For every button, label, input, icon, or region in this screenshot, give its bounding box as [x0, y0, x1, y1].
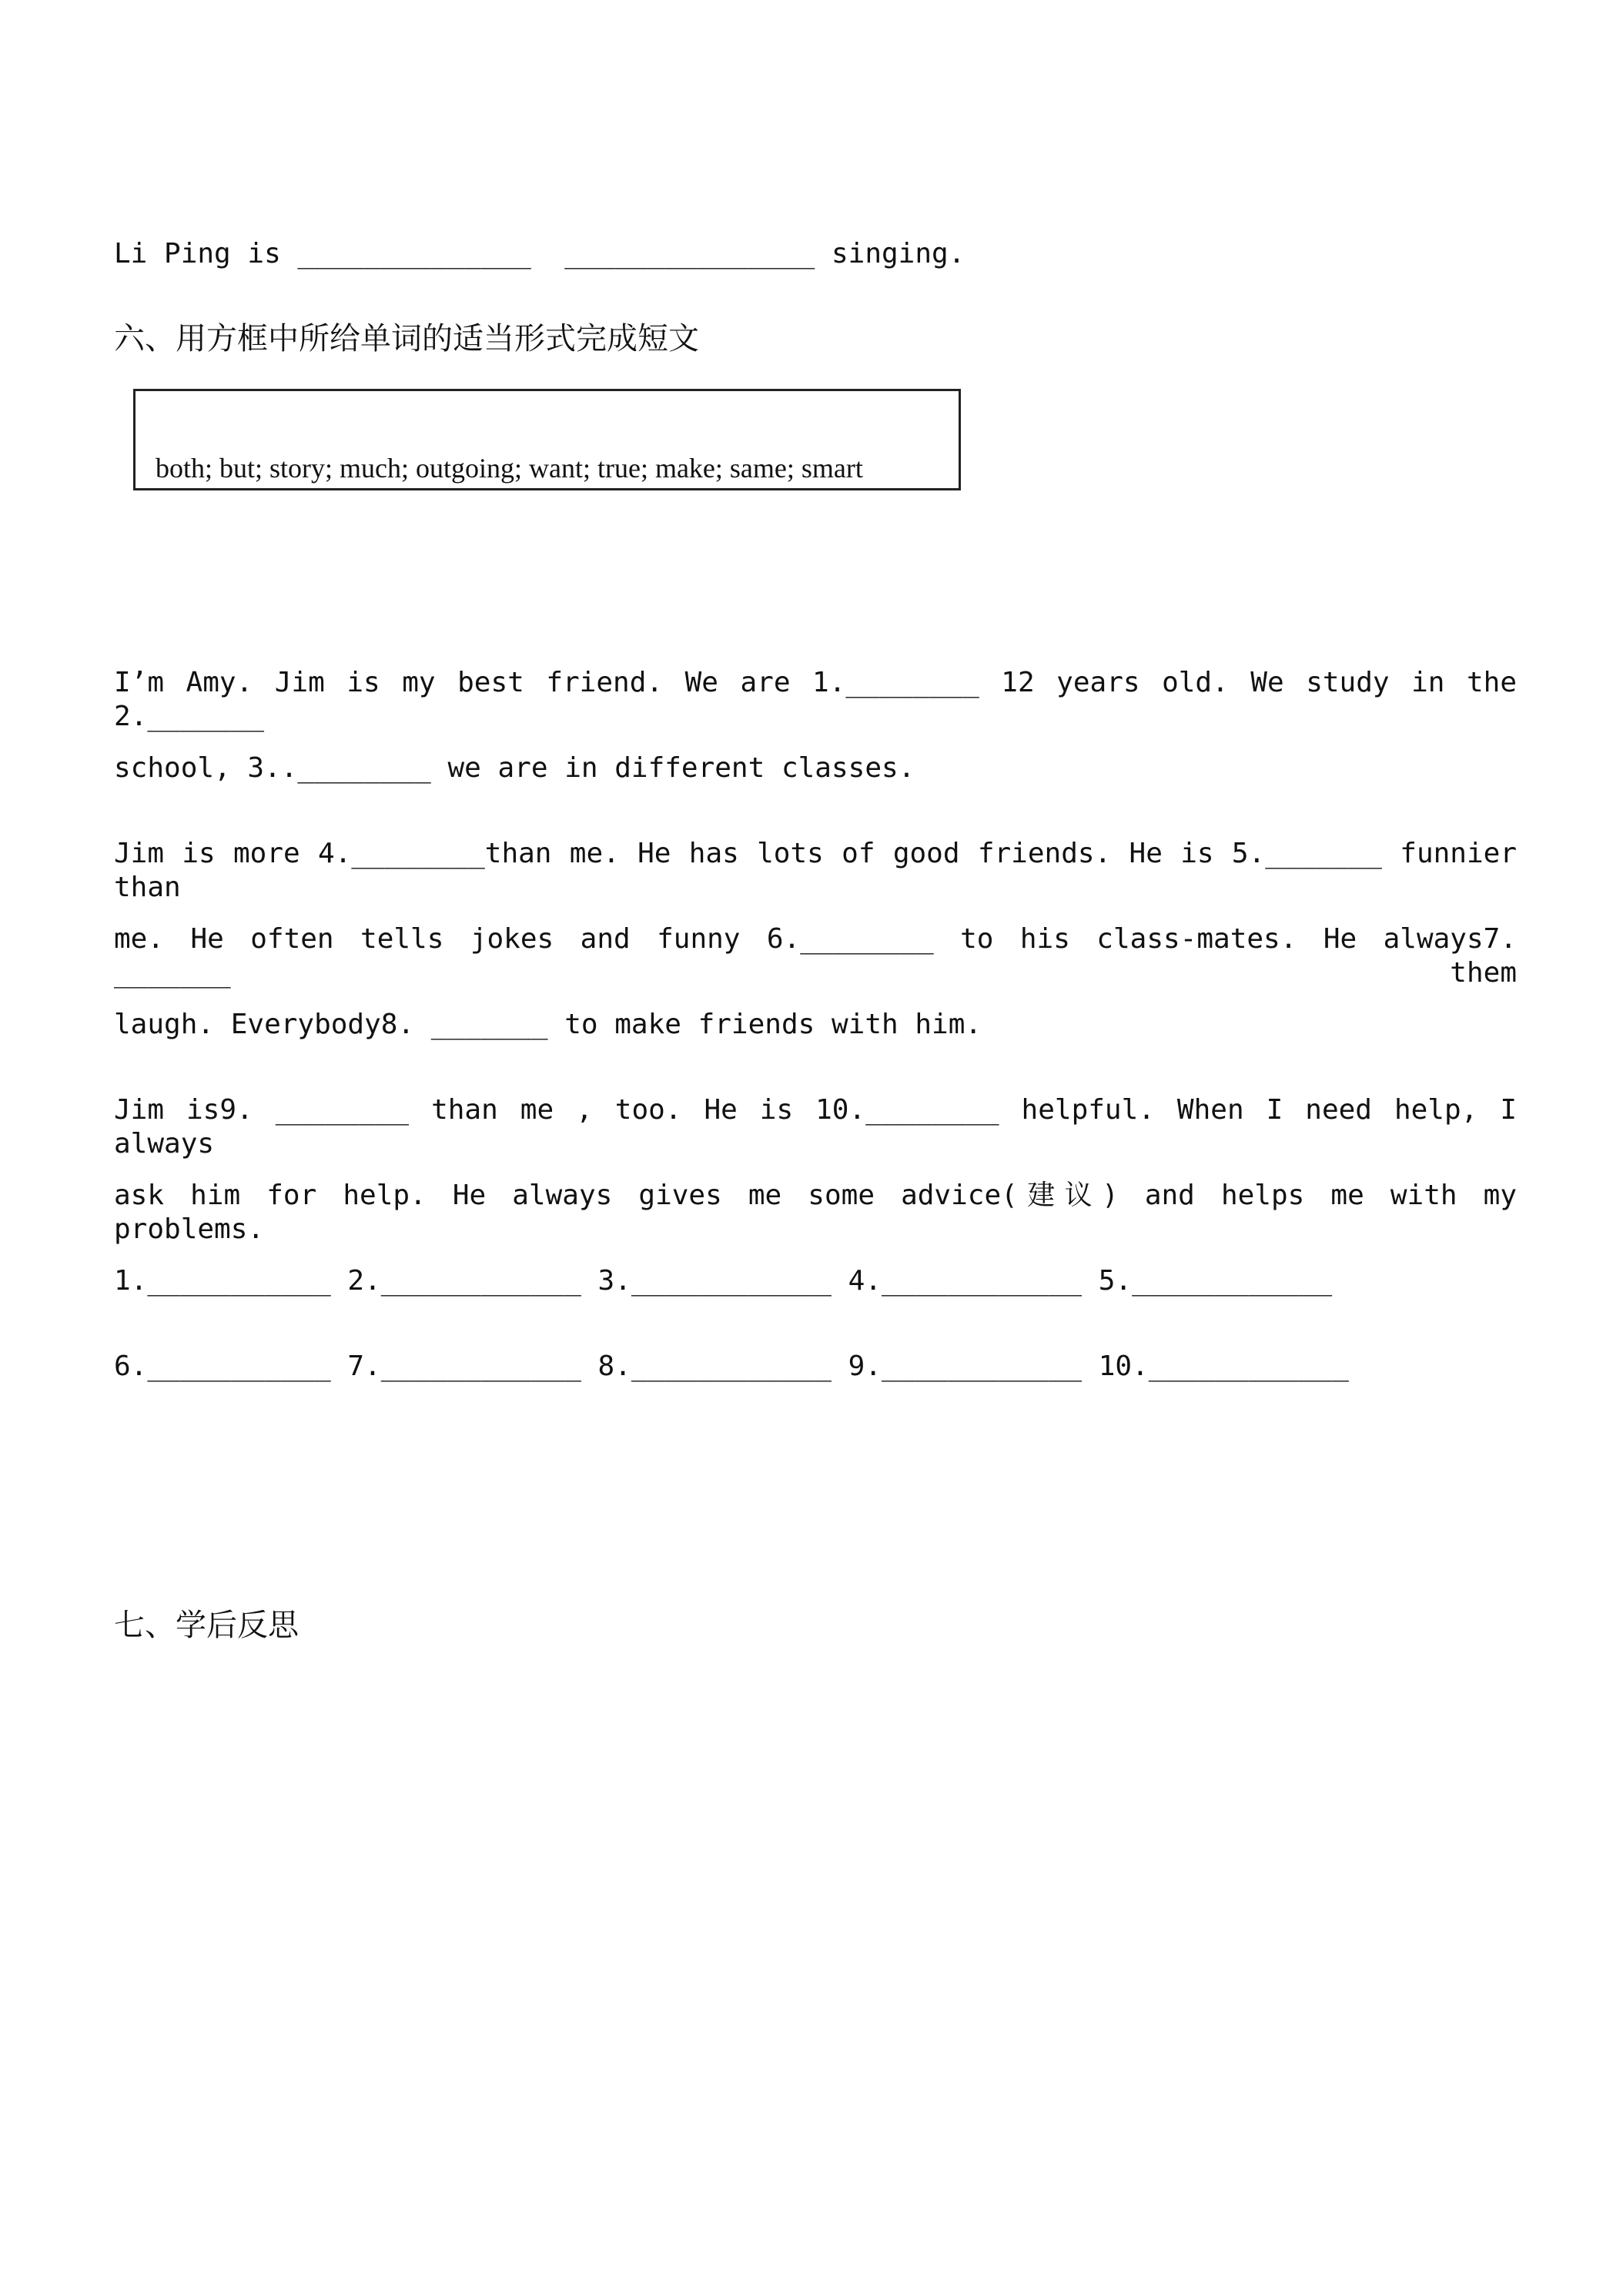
passage-line: Jim is9. ________ than me , too. He is 10.________ helpful. When I need help, I always [114, 1094, 1517, 1160]
answer-line-2: 6.___________ 7.____________ 8.____________ 9.____________ 10.____________ [114, 1350, 1349, 1382]
word-box [133, 389, 961, 490]
word-box-text: both; but; story; much; outgoing; want; true; make; same; smart [156, 453, 863, 484]
section-6-heading: 六、用方框中所给单词的适当形式完成短文 [114, 321, 699, 356]
passage-line: me. He often tells jokes and funny 6.________ to his class-mates. He always7. _______ them [114, 923, 1517, 989]
section-7-heading: 七、学后反思 [114, 1608, 299, 1643]
answer-line-1: 1.___________ 2.____________ 3.____________ 4.____________ 5.____________ [114, 1265, 1333, 1297]
passage-line: I’m Amy. Jim is my best friend. We are 1.________ 12 years old. We study in the 2._______ [114, 667, 1517, 732]
passage-line: laugh. Everybody8. _______ to make friends with him. [114, 1009, 982, 1040]
passage-line: school, 3..________ we are in different classes. [114, 752, 915, 784]
passage-line: Jim is more 4.________than me. He has lots of good friends. He is 5._______ funnier than [114, 838, 1517, 903]
top-sentence: Li Ping is ______________ _______________ singing. [114, 238, 965, 269]
passage-line: ask him for help. He always gives me some advice(建议) and helps me with my problems. [114, 1180, 1517, 1245]
